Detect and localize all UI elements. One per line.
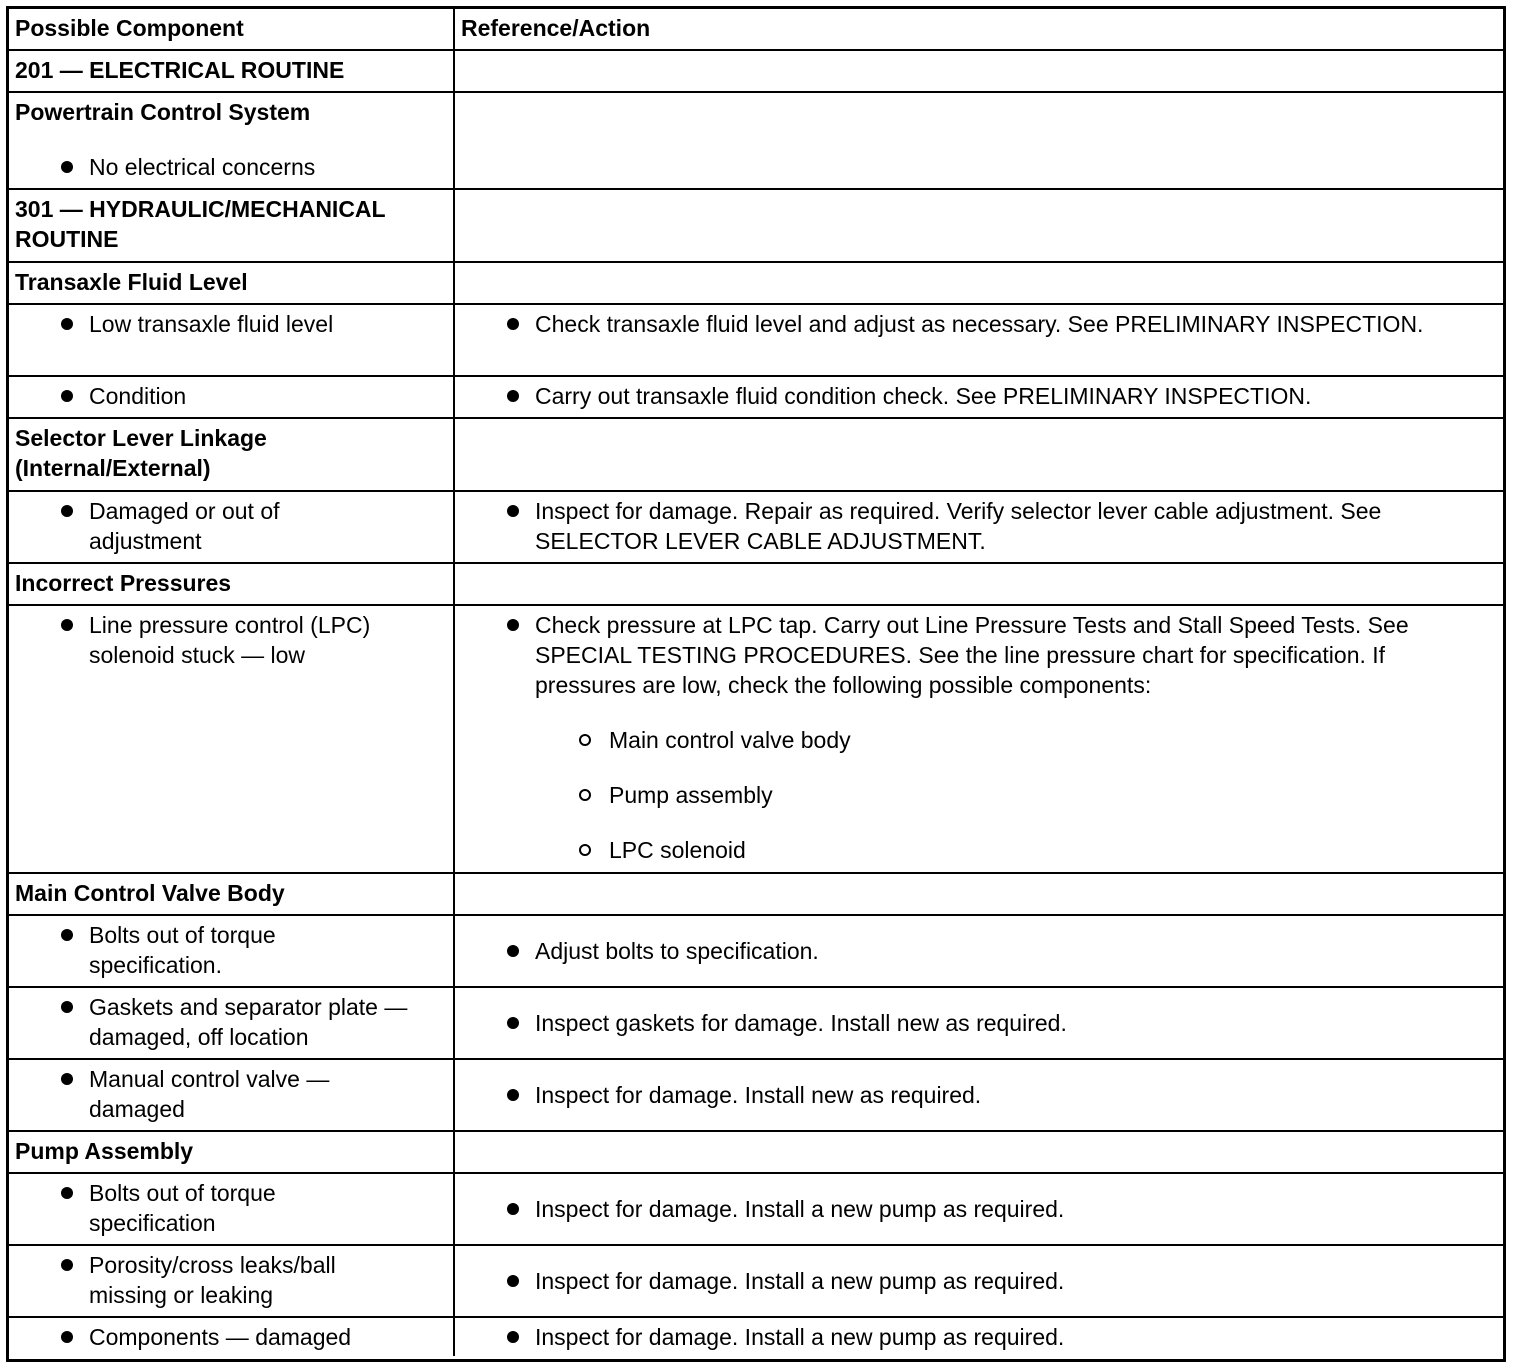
section-row (9, 564, 1503, 606)
table-row (9, 1060, 1503, 1132)
bullet-icon (61, 1073, 73, 1085)
section-heading: Transaxle Fluid Level (15, 269, 248, 295)
table-row (9, 1318, 1503, 1356)
sub-list-item: Main control valve body (461, 725, 1497, 755)
section-row (9, 93, 1503, 190)
list-item: Check pressure at LPC tap. Carry out Line Pressure Tests and Stall Speed Tests. See SPECIAL TESTING PROCEDURES. See the line pressure chart for specification. If pressures are low, check the following possible components: (461, 610, 1497, 700)
list-item: Damaged or out of adjustment (15, 496, 447, 556)
list-item: Components — damaged (15, 1322, 447, 1352)
hollow-bullet-icon (579, 844, 591, 856)
table-row (9, 606, 1503, 874)
section-heading: Powertrain Control System (15, 99, 311, 125)
section-row (9, 874, 1503, 916)
bullet-icon (507, 505, 519, 517)
bullet-icon (507, 1331, 519, 1343)
section-heading: 201 — ELECTRICAL ROUTINE (15, 57, 345, 83)
section-row (9, 263, 1503, 305)
sub-list-item: Pump assembly (461, 780, 1497, 810)
bullet-icon (507, 1203, 519, 1215)
section-row (9, 190, 1503, 263)
table-header-row (9, 9, 1503, 51)
sub-list-item: LPC solenoid (461, 835, 1497, 865)
column-header: Reference/Action (461, 15, 651, 41)
bullet-icon (507, 318, 519, 330)
list-item: Inspect gaskets for damage. Install new as required. (461, 1008, 1497, 1038)
bullet-icon (61, 390, 73, 402)
section-row (9, 51, 1503, 93)
bullet-icon (61, 619, 73, 631)
bullet-icon (61, 929, 73, 941)
list-item: Inspect for damage. Repair as required. Verify selector lever cable adjustment. See SELECTOR LEVER CABLE ADJUSTMENT. (461, 496, 1497, 556)
list-item: Adjust bolts to specification. (461, 936, 1497, 966)
list-item: Bolts out of torque specification. (15, 920, 447, 980)
section-heading: 301 — HYDRAULIC/MECHANICAL ROUTINE (15, 196, 386, 252)
list-item: Bolts out of torque specification (15, 1178, 447, 1238)
list-item: Inspect for damage. Install a new pump as required. (461, 1266, 1497, 1296)
bullet-icon (507, 945, 519, 957)
bullet-icon (507, 390, 519, 402)
section-heading: Incorrect Pressures (15, 570, 232, 596)
table-row (9, 377, 1503, 419)
list-item: No electrical concerns (15, 152, 447, 182)
bullet-icon (61, 1331, 73, 1343)
section-heading: Pump Assembly (15, 1138, 194, 1164)
section-heading: Main Control Valve Body (15, 880, 285, 906)
list-item: Condition (15, 381, 447, 411)
table-row (9, 916, 1503, 988)
list-item: Inspect for damage. Install new as required. (461, 1080, 1497, 1110)
list-item: Gaskets and separator plate — damaged, off location (15, 992, 447, 1052)
header-cell-action (455, 9, 1503, 49)
list-item: Inspect for damage. Install a new pump as required. (461, 1194, 1497, 1224)
bullet-icon (507, 1275, 519, 1287)
table-row (9, 1246, 1503, 1318)
section-row (9, 1132, 1503, 1174)
bullet-icon (61, 1187, 73, 1199)
table-row (9, 1174, 1503, 1246)
list-item: Line pressure control (LPC) solenoid stuck — low (15, 610, 447, 670)
header-cell-component (9, 9, 455, 49)
list-item: Low transaxle fluid level (15, 309, 447, 339)
bullet-icon (507, 1089, 519, 1101)
table-row (9, 988, 1503, 1060)
bullet-icon (61, 1259, 73, 1271)
list-item: Porosity/cross leaks/ball missing or leaking (15, 1250, 447, 1310)
table-row (9, 305, 1503, 377)
bullet-icon (61, 161, 73, 173)
section-heading: Selector Lever Linkage (Internal/External) (15, 425, 267, 481)
diagnostic-table (6, 6, 1506, 1362)
table-row (9, 492, 1503, 564)
list-item: Inspect for damage. Install a new pump as required. (461, 1322, 1497, 1352)
list-item: Carry out transaxle fluid condition check. See PRELIMINARY INSPECTION. (461, 381, 1497, 411)
section-row (9, 419, 1503, 492)
list-item: Check transaxle fluid level and adjust as necessary. See PRELIMINARY INSPECTION. (461, 309, 1497, 339)
bullet-icon (61, 318, 73, 330)
list-item: Manual control valve — damaged (15, 1064, 447, 1124)
hollow-bullet-icon (579, 734, 591, 746)
bullet-icon (507, 1017, 519, 1029)
column-header: Possible Component (15, 15, 244, 41)
hollow-bullet-icon (579, 789, 591, 801)
bullet-icon (61, 505, 73, 517)
bullet-icon (507, 619, 519, 631)
bullet-icon (61, 1001, 73, 1013)
